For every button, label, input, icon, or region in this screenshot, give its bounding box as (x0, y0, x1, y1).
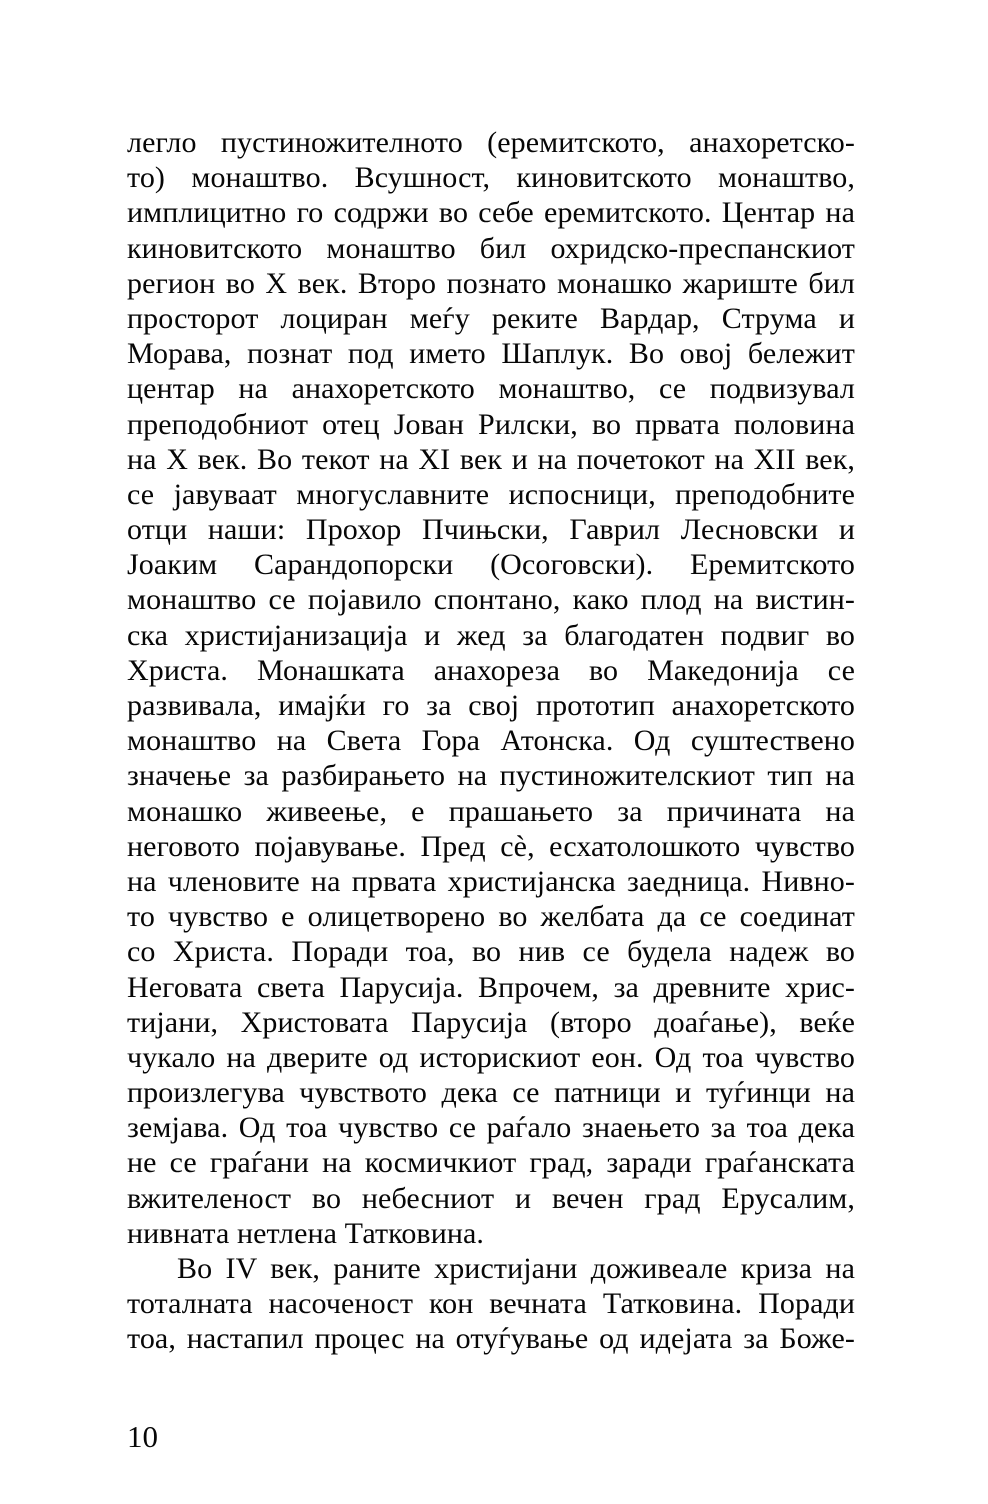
text-line: регион во X век. Второ познато монашко жариште бил (127, 266, 855, 300)
text-line: то) монаштво. Всушност, киновитското монаштво, (127, 161, 855, 195)
text-line: земјава. Од тоа чувство се раѓало знаењето за тоа дека (127, 1111, 855, 1145)
text-line: центар на анахоретското монаштво, се подвизувал (127, 372, 855, 406)
text-line: неговото појавување. Пред сѐ, есхатолошкото чувство (127, 829, 855, 863)
text-line: просторот лоциран меѓу реките Вардар, Струма и (127, 301, 855, 335)
text-line: Морава, познат под името Шаплук. Во овој бележит (127, 337, 855, 371)
text-line: монаштво се појавило спонтано, како плод на вистин- (127, 583, 855, 617)
text-line: отци наши: Прохор Пчињски, Гаврил Лесновски и (127, 513, 855, 547)
text-line: на X век. Во текот на XI век и на почетокот на XII век, (127, 442, 855, 476)
text-line: тијани, Христовата Парусија (второ доаѓање), веќе (127, 1005, 855, 1039)
text-line: на членовите на првата христијанска заедница. Нивно- (127, 864, 855, 898)
paragraph (127, 125, 855, 1251)
text-line: монаштво на Света Гора Атонска. Од суштествено (127, 724, 855, 758)
text-line: легло пустиножителното (еремитското, анахоретско- (127, 126, 855, 159)
text-line: то чувство е олицетворено во желбата да се соединат (127, 900, 855, 934)
text-line: тоа, настапил процес на отуѓување од идејата за Боже- (127, 1322, 855, 1356)
text-line: со Христа. Поради тоа, во нив се будела надеж во (127, 935, 855, 969)
text-line: Во IV век, раните христијани доживеале криза на (177, 1252, 855, 1285)
text-line: произлегува чувството дека се патници и туѓинци на (127, 1076, 855, 1110)
text-line: ска христијанизација и жед за благодатен подвиг во (127, 618, 855, 652)
text-line: преподобниот отец Јован Рилски, во првата половина (127, 407, 855, 441)
text-line: монашко живеење, е прашањето за причината на (127, 794, 855, 828)
text-line: чукало на дверите од историскиот еон. Од тоа чувство (127, 1040, 855, 1074)
text-line: нивната нетлена Татковина. (127, 1216, 485, 1250)
text-line: развивала, имајќи го за свој прототип анахоретското (127, 689, 855, 722)
page-text (127, 125, 855, 1357)
text-line: Неговата света Парусија. Впрочем, за древните хрис- (127, 970, 855, 1004)
text-line: не се граѓани на космичкиот град, заради граѓанската (127, 1146, 855, 1180)
page-number: 10 (127, 1419, 158, 1454)
text-line: имплицитно го содржи во себе еремитското. Центар на (127, 196, 855, 230)
text-line: значење за разбирањето на пустиножителскиот тип на (127, 759, 855, 793)
text-line: вжителеност во небесниот и вечен град Ерусалим, (127, 1181, 855, 1215)
text-line: Христа. Монашката анахореза во Македонија се (127, 653, 855, 687)
text-line: се јавуваат многуславните испосници, преподобните (127, 477, 855, 511)
text-line: Јоаким Сарандопорски (Осоговски). Еремитското (127, 548, 855, 582)
text-line: тоталната насоченост кон вечната Татковина. Поради (127, 1287, 855, 1321)
paragraph (127, 1251, 855, 1357)
text-line: киновитското монаштво бил охридско-преспанскиот (127, 231, 855, 265)
